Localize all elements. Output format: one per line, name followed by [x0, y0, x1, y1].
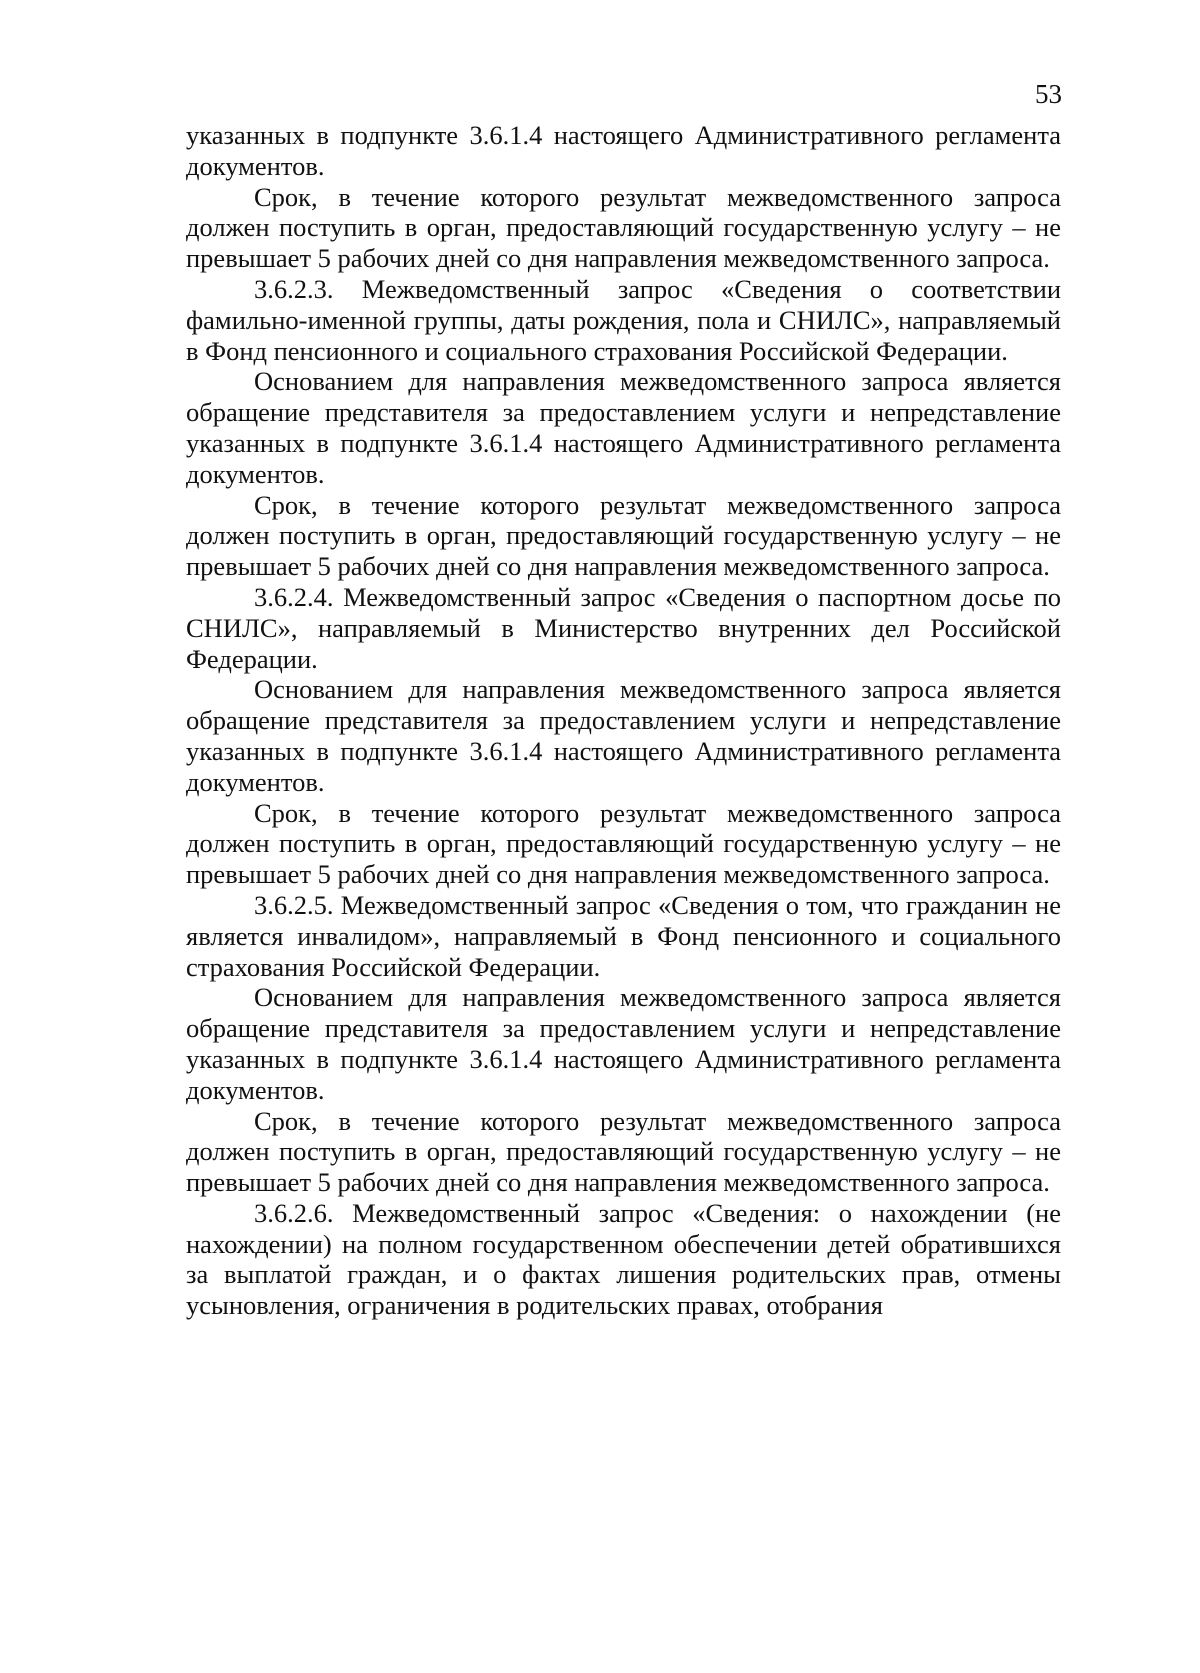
- paragraph-section-3-6-2-5: 3.6.2.5. Межведомственный запрос «Сведения о том, что гражданин не является инвалидом», направляемый в Фонд пенсионного и социального страхования Российской Федерации.: [186, 889, 1061, 982]
- paragraph-section-3-6-2-3: 3.6.2.3. Межведомственный запрос «Сведения о соответствии фамильно-именной группы, даты рождения, пола и СНИЛС», направляемый в Фонд пенсионного и социального страхования Российской Федерации.: [186, 273, 1061, 366]
- paragraph: указанных в подпункте 3.6.1.4 настоящего Административного регламента документов.: [186, 120, 1061, 181]
- paragraph-section-3-6-2-4: 3.6.2.4. Межведомственный запрос «Сведения о паспортном досье по СНИЛС», направляемый в Министерство внутренних дел Российской Федерации.: [186, 581, 1061, 674]
- paragraph: Основанием для направления межведомственного запроса является обращение представителя за предоставлением услуги и непредставление указанных в подпункте 3.6.1.4 настоящего Административного регламента документов.: [186, 366, 1061, 489]
- paragraph: Срок, в течение которого результат межведомственного запроса должен поступить в орган, предоставляющий государственную услугу – не превышает 5 рабочих дней со дня направления межведомственного запроса.: [186, 181, 1061, 274]
- paragraph-section-3-6-2-6: 3.6.2.6. Межведомственный запрос «Сведения: о нахождении (не нахождении) на полном государственном обеспечении детей обратившихся за выплатой граждан, и о фактах лишения родительских прав, отмены усыновления, ограничения в родительских правах, отобрания: [186, 1197, 1061, 1321]
- paragraph: Основанием для направления межведомственного запроса является обращение представителя за предоставлением услуги и непредставление указанных в подпункте 3.6.1.4 настоящего Административного регламента документов.: [186, 982, 1061, 1105]
- page-number: 53: [1035, 79, 1062, 109]
- paragraph: Срок, в течение которого результат межведомственного запроса должен поступить в орган, предоставляющий государственную услугу – не превышает 5 рабочих дней со дня направления межведомственного запроса.: [186, 797, 1061, 890]
- paragraph: Срок, в течение которого результат межведомственного запроса должен поступить в орган, предоставляющий государственную услугу – не превышает 5 рабочих дней со дня направления межведомственного запроса.: [186, 1105, 1061, 1198]
- document-body: [186, 120, 1061, 1321]
- paragraph: Срок, в течение которого результат межведомственного запроса должен поступить в орган, предоставляющий государственную услугу – не превышает 5 рабочих дней со дня направления межведомственного запроса.: [186, 489, 1061, 582]
- paragraph: Основанием для направления межведомственного запроса является обращение представителя за предоставлением услуги и непредставление указанных в подпункте 3.6.1.4 настоящего Административного регламента документов.: [186, 674, 1061, 797]
